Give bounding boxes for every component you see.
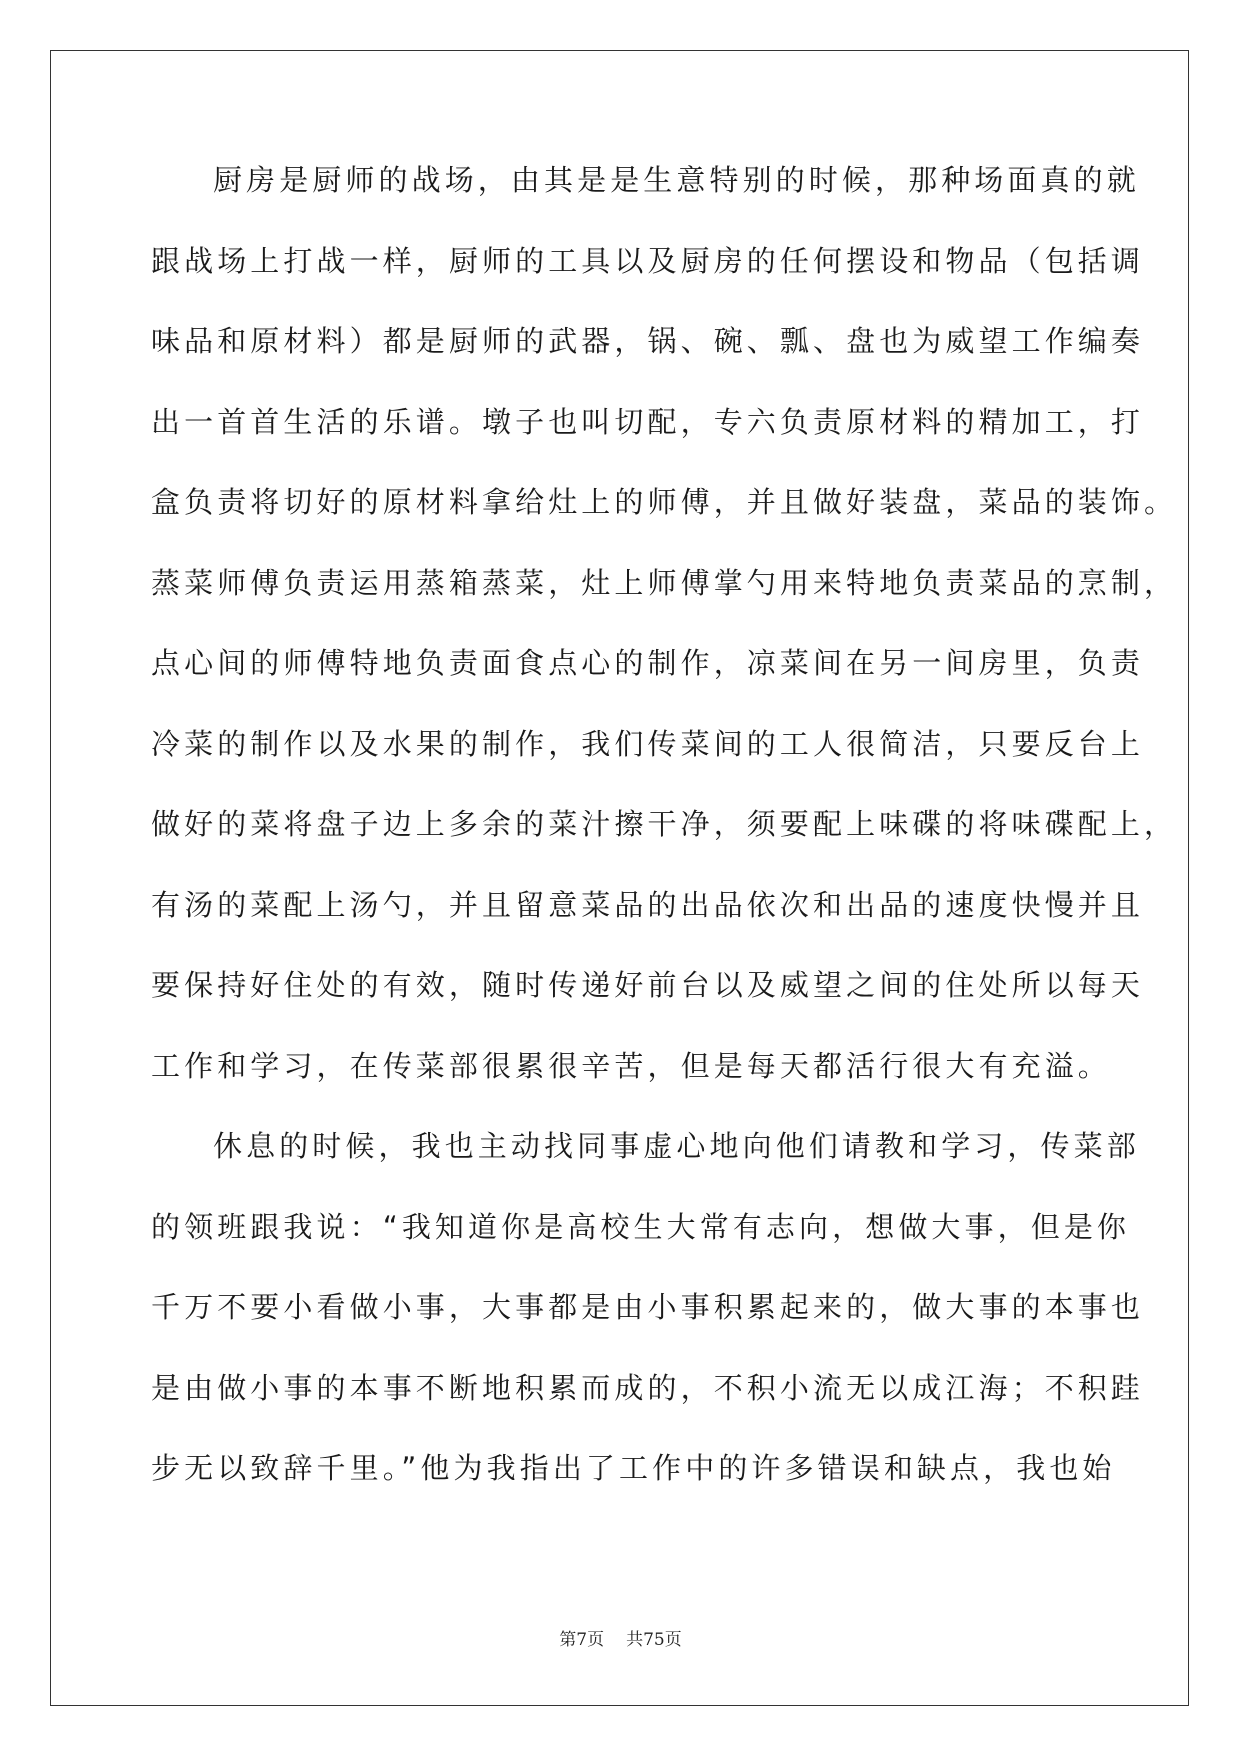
paragraph-line: 出一首首生活的乐谱。墩子也叫切配，专六负责原材料的精加工，打	[151, 404, 1145, 439]
paragraph-line: 步无以致辞千里。”他为我指出了工作中的许多错误和缺点，我也始	[151, 1451, 1116, 1485]
paragraph-line: 味品和原材料）都是厨师的武器，锅、碗、瓢、盘也为威望工作编奏	[151, 324, 1145, 358]
paragraph-line: 的领班跟我说：“我知道你是高校生大常有志向，想做大事，但是你	[151, 1209, 1131, 1244]
page-number-total: 共75页	[626, 1630, 682, 1650]
paragraph-line: 盒负责将切好的原材料拿给灶上的师傅，并且做好装盘，菜品的装饰。	[151, 485, 1178, 519]
paragraph-line: 千万不要小看做小事，大事都是由小事积累起来的，做大事的本事也	[151, 1290, 1145, 1324]
paragraph-line: 工作和学习，在传菜部很累很辛苦，但是每天都活行很大有充溢。	[151, 1048, 1111, 1083]
paragraph-line: 点心间的师傅特地负责面食点心的制作，凉菜间在另一间房里，负责	[151, 646, 1145, 680]
paragraph-line: 有汤的菜配上汤勺，并且留意菜品的出品依次和出品的速度快慢并且	[151, 887, 1145, 922]
paragraph-line: 是由做小事的本事不断地积累而成的，不积小流无以成江海；不积跬	[151, 1370, 1145, 1405]
paragraph-line: 休息的时候，我也主动找同事虚心地向他们请教和学习，传菜部	[213, 1129, 1140, 1163]
document-body	[151, 160, 1178, 1529]
paragraph-line: 厨房是厨师的战场，由其是是生意特别的时候，那种场面真的就	[213, 163, 1140, 197]
page-number-current: 第7页	[559, 1630, 605, 1650]
paragraph-line: 做好的菜将盘子边上多余的菜汁擦干净，须要配上味碟的将味碟配上，	[151, 807, 1178, 841]
page-footer	[0, 1625, 1241, 1650]
paragraph-line: 要保持好住处的有效，随时传递好前台以及威望之间的住处所以每天	[151, 968, 1145, 1002]
paragraph-line: 冷菜的制作以及水果的制作，我们传菜间的工人很简洁，只要反台上	[151, 726, 1145, 761]
paragraph-line: 蒸菜师傅负责运用蒸箱蒸菜，灶上师傅掌勺用来特地负责菜品的烹制，	[151, 565, 1178, 600]
paragraph-line: 跟战场上打战一样，厨师的工具以及厨房的任何摆设和物品（包括调	[151, 243, 1145, 278]
